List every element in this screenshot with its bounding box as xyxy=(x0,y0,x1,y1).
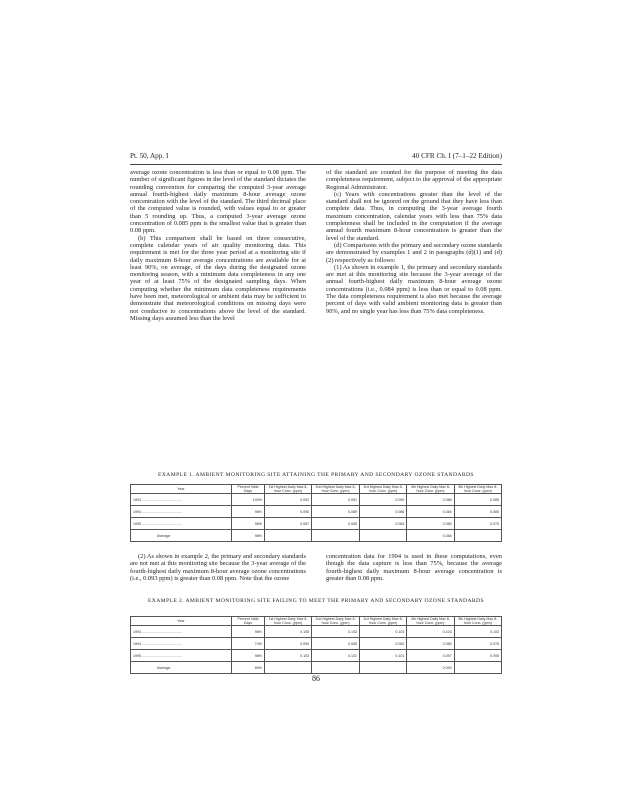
table-row xyxy=(131,506,502,518)
column-right-bottom xyxy=(326,553,502,582)
cell-year: 1994 ........................................ xyxy=(131,506,232,518)
cell-value: 0.103 xyxy=(360,626,407,638)
cell-year: 1993 ........................................ xyxy=(131,626,232,638)
col-header: 5th Highest Daily Max 8-hour Conc. (ppm) xyxy=(454,485,501,494)
table-row-average xyxy=(131,662,502,674)
cell-value xyxy=(265,530,312,542)
cell-value: 0.103 xyxy=(265,650,312,662)
cell-value: 0.102 xyxy=(454,626,501,638)
cell-value: 0.084 xyxy=(407,530,454,542)
cell-value: 0.080 xyxy=(454,506,501,518)
column-left-bottom xyxy=(130,553,306,582)
table-header-row xyxy=(131,617,502,626)
page-number: 86 xyxy=(312,674,320,683)
cell-value: 0.080 xyxy=(407,638,454,650)
cell-value xyxy=(454,530,501,542)
cell-value xyxy=(360,530,407,542)
col-header: 1st Highest Daily Max 8-hour Conc. (ppm) xyxy=(265,485,312,494)
cell-value: 0.080 xyxy=(407,518,454,530)
cell-value: 0.085 xyxy=(312,638,360,650)
col-header-year: Year xyxy=(131,617,232,626)
cell-value xyxy=(312,662,360,674)
paragraph: (c) Years with concentrations greater than the level of the standard shall not be ignored on the ground that they have less than complete data. Thus, in computing the 3-year average fourth maximum concentration, calendar years with less than 75% data completeness shall be included in the computation if the average annual fourth maximum 8-hour concentration is greater than the level of the standard. xyxy=(326,190,502,242)
cell-value: 0.103 xyxy=(407,626,454,638)
column-right-top xyxy=(326,169,502,315)
paragraph: of the standard are counted for the purpose of meeting the data completeness requirement, subject to the approval of the appropriate Regional Administrator. xyxy=(326,169,502,191)
paragraph: (b) This comparison shall be based on three consecutive, complete calendar years of air quality monitoring data. This requirement is met for the three year period at a monitoring site if daily maximum 8-hour average concentrations are available for at least 90%, on average, of the days during the designated ozone monitoring season, with a minimum data completeness in any one year of at least 75% of the designated sampling days. When computing whether the minimum data completeness requirements have been met, meteorological or ambient data may be sufficient to demonstrate that meteorological conditions on missing days were not conducive to concentrations above the level of the standard. Missing days assumed less than the level xyxy=(130,234,306,322)
cell-value: 0.092 xyxy=(265,494,312,506)
col-header: 3rd Highest Daily Max 8-hour Conc. (ppm) xyxy=(360,617,407,626)
cell-value: 0.086 xyxy=(360,506,407,518)
paragraph: (1) As shown in example 1, the primary and secondary standards are met at this monitoring site because the 3-year average of the annual fourth-highest daily maximum 8-hour average ozone concentrations (i.e., 0.084 ppm) is less than or equal to 0.08 ppm. The data completeness requirement is also met because the average percent of days with valid ambient monitoring data is greater than 90%, and no single year has less than 75% data completeness. xyxy=(326,263,502,315)
cell-value: 0.095 xyxy=(454,650,501,662)
column-left-top xyxy=(130,169,306,322)
col-header-year: Year xyxy=(131,485,232,494)
table-row xyxy=(131,638,502,650)
header-part: Pt. 50, App. I xyxy=(130,152,169,160)
cell-value: 0.090 xyxy=(265,638,312,650)
paragraph: average ozone concentration is less than or equal to 0.08 ppm. The number of significant figures in the level of the standard dictates the rounding convention for comparing the computed 3-year average annual fourth-highest daily maximum 8-hour average ozone concentration with the level of the standard. The third decimal place of the computed value is rounded, with values equal to or greater than 5 rounding up. Thus, a computed 3-year average ozone concentration of 0.085 ppm is the smallest value that is greater than 0.08 ppm. xyxy=(130,169,306,235)
example-1-table xyxy=(130,484,502,542)
cell-value xyxy=(265,662,312,674)
cell-value: 0.089 xyxy=(312,506,360,518)
cell-value: 0.103 xyxy=(312,626,360,638)
cell-year: 1994 ........................................ xyxy=(131,638,232,650)
cell-value: 0.090 xyxy=(360,494,407,506)
col-header-percent: Percent Valid Days xyxy=(232,485,265,494)
col-header: 2nd Highest Daily Max 8-hour Conc. (ppm) xyxy=(312,485,360,494)
paragraph: concentration data for 1994 is used in these computations, even though the data capture is less than 75%, because the average fourth-highest daily maximum 8-hour average concentration is greater than 0.08 ppm. xyxy=(326,553,502,582)
col-header: 4th Highest Daily Max 8-hour Conc. (ppm) xyxy=(407,485,454,494)
header-rule xyxy=(130,164,502,165)
cell-value: 0.093 xyxy=(407,662,454,674)
example-1-caption: EXAMPLE 1. AMBIENT MONITORING SITE ATTAINING THE PRIMARY AND SECONDARY OZONE STANDARDS xyxy=(158,472,474,478)
cell-value xyxy=(454,662,501,674)
cell-percent: 98% xyxy=(232,650,265,662)
cell-value: 0.078 xyxy=(454,638,501,650)
table-row-average xyxy=(131,530,502,542)
paragraph: (d) Comparisons with the primary and secondary ozone standards are demonstrated by examples 1 and 2 in paragraphs (d)(1) and (d)(2) respectively as follows: xyxy=(326,241,502,264)
cell-value: 0.088 xyxy=(407,494,454,506)
col-header-percent: Percent Valid Days xyxy=(232,617,265,626)
cell-value: 0.087 xyxy=(265,518,312,530)
col-header: 3rd Highest Daily Max 8-hour Conc. (ppm) xyxy=(360,485,407,494)
cell-value: 0.075 xyxy=(454,518,501,530)
cell-percent: 96% xyxy=(232,506,265,518)
col-header: 4th Highest Daily Max 8-hour Conc. (ppm) xyxy=(407,617,454,626)
table-row xyxy=(131,494,502,506)
col-header: 2nd Highest Daily Max 8-hour Conc. (ppm) xyxy=(312,617,360,626)
cell-percent: 98% xyxy=(232,530,265,542)
cell-value xyxy=(312,530,360,542)
cell-value: 0.091 xyxy=(312,494,360,506)
paragraph: (2) As shown in example 2, the primary and secondary standards are not met at this monitoring site because the 3-year average of the fourth-highest daily maximum 8-hour average ozone concentrations (i.e., 0.093 ppm) is greater than 0.08 ppm. Note that the ozone xyxy=(130,553,306,582)
cell-value: 0.101 xyxy=(312,650,360,662)
cell-year: Average xyxy=(131,662,232,674)
running-header xyxy=(130,152,502,164)
cell-percent: 96% xyxy=(232,626,265,638)
cell-year: 1995 ........................................ xyxy=(131,650,232,662)
example-2-table xyxy=(130,616,502,674)
cell-percent: 74% xyxy=(232,638,265,650)
cell-percent: 100% xyxy=(232,494,265,506)
cell-year: 1995 ........................................ xyxy=(131,518,232,530)
cell-value: 0.085 xyxy=(312,518,360,530)
cell-value: 0.084 xyxy=(407,506,454,518)
cell-value: 0.097 xyxy=(407,650,454,662)
cell-value: 0.101 xyxy=(360,650,407,662)
cell-percent: 89% xyxy=(232,662,265,674)
col-header: 1st Highest Daily Max 8-hour Conc. (ppm) xyxy=(265,617,312,626)
col-header: 5th Highest Daily Max 8-hour Conc. (ppm) xyxy=(454,617,501,626)
cell-value: 0.083 xyxy=(360,518,407,530)
table-header-row xyxy=(131,485,502,494)
cell-percent: 98% xyxy=(232,518,265,530)
cell-value: 0.090 xyxy=(265,506,312,518)
cell-year: 1993 ........................................ xyxy=(131,494,232,506)
cell-value: 0.082 xyxy=(360,638,407,650)
table-row xyxy=(131,626,502,638)
header-edition: 40 CFR Ch. I (7–1–22 Edition) xyxy=(412,152,502,160)
table-row xyxy=(131,650,502,662)
cell-year: Average xyxy=(131,530,232,542)
table-row xyxy=(131,518,502,530)
cell-value xyxy=(360,662,407,674)
example-2-caption: EXAMPLE 2. AMBIENT MONITORING SITE FAILING TO MEET THE PRIMARY AND SECONDARY OZONE STANDARDS xyxy=(147,598,485,604)
cell-value: 0.085 xyxy=(454,494,501,506)
cell-value: 0.105 xyxy=(265,626,312,638)
